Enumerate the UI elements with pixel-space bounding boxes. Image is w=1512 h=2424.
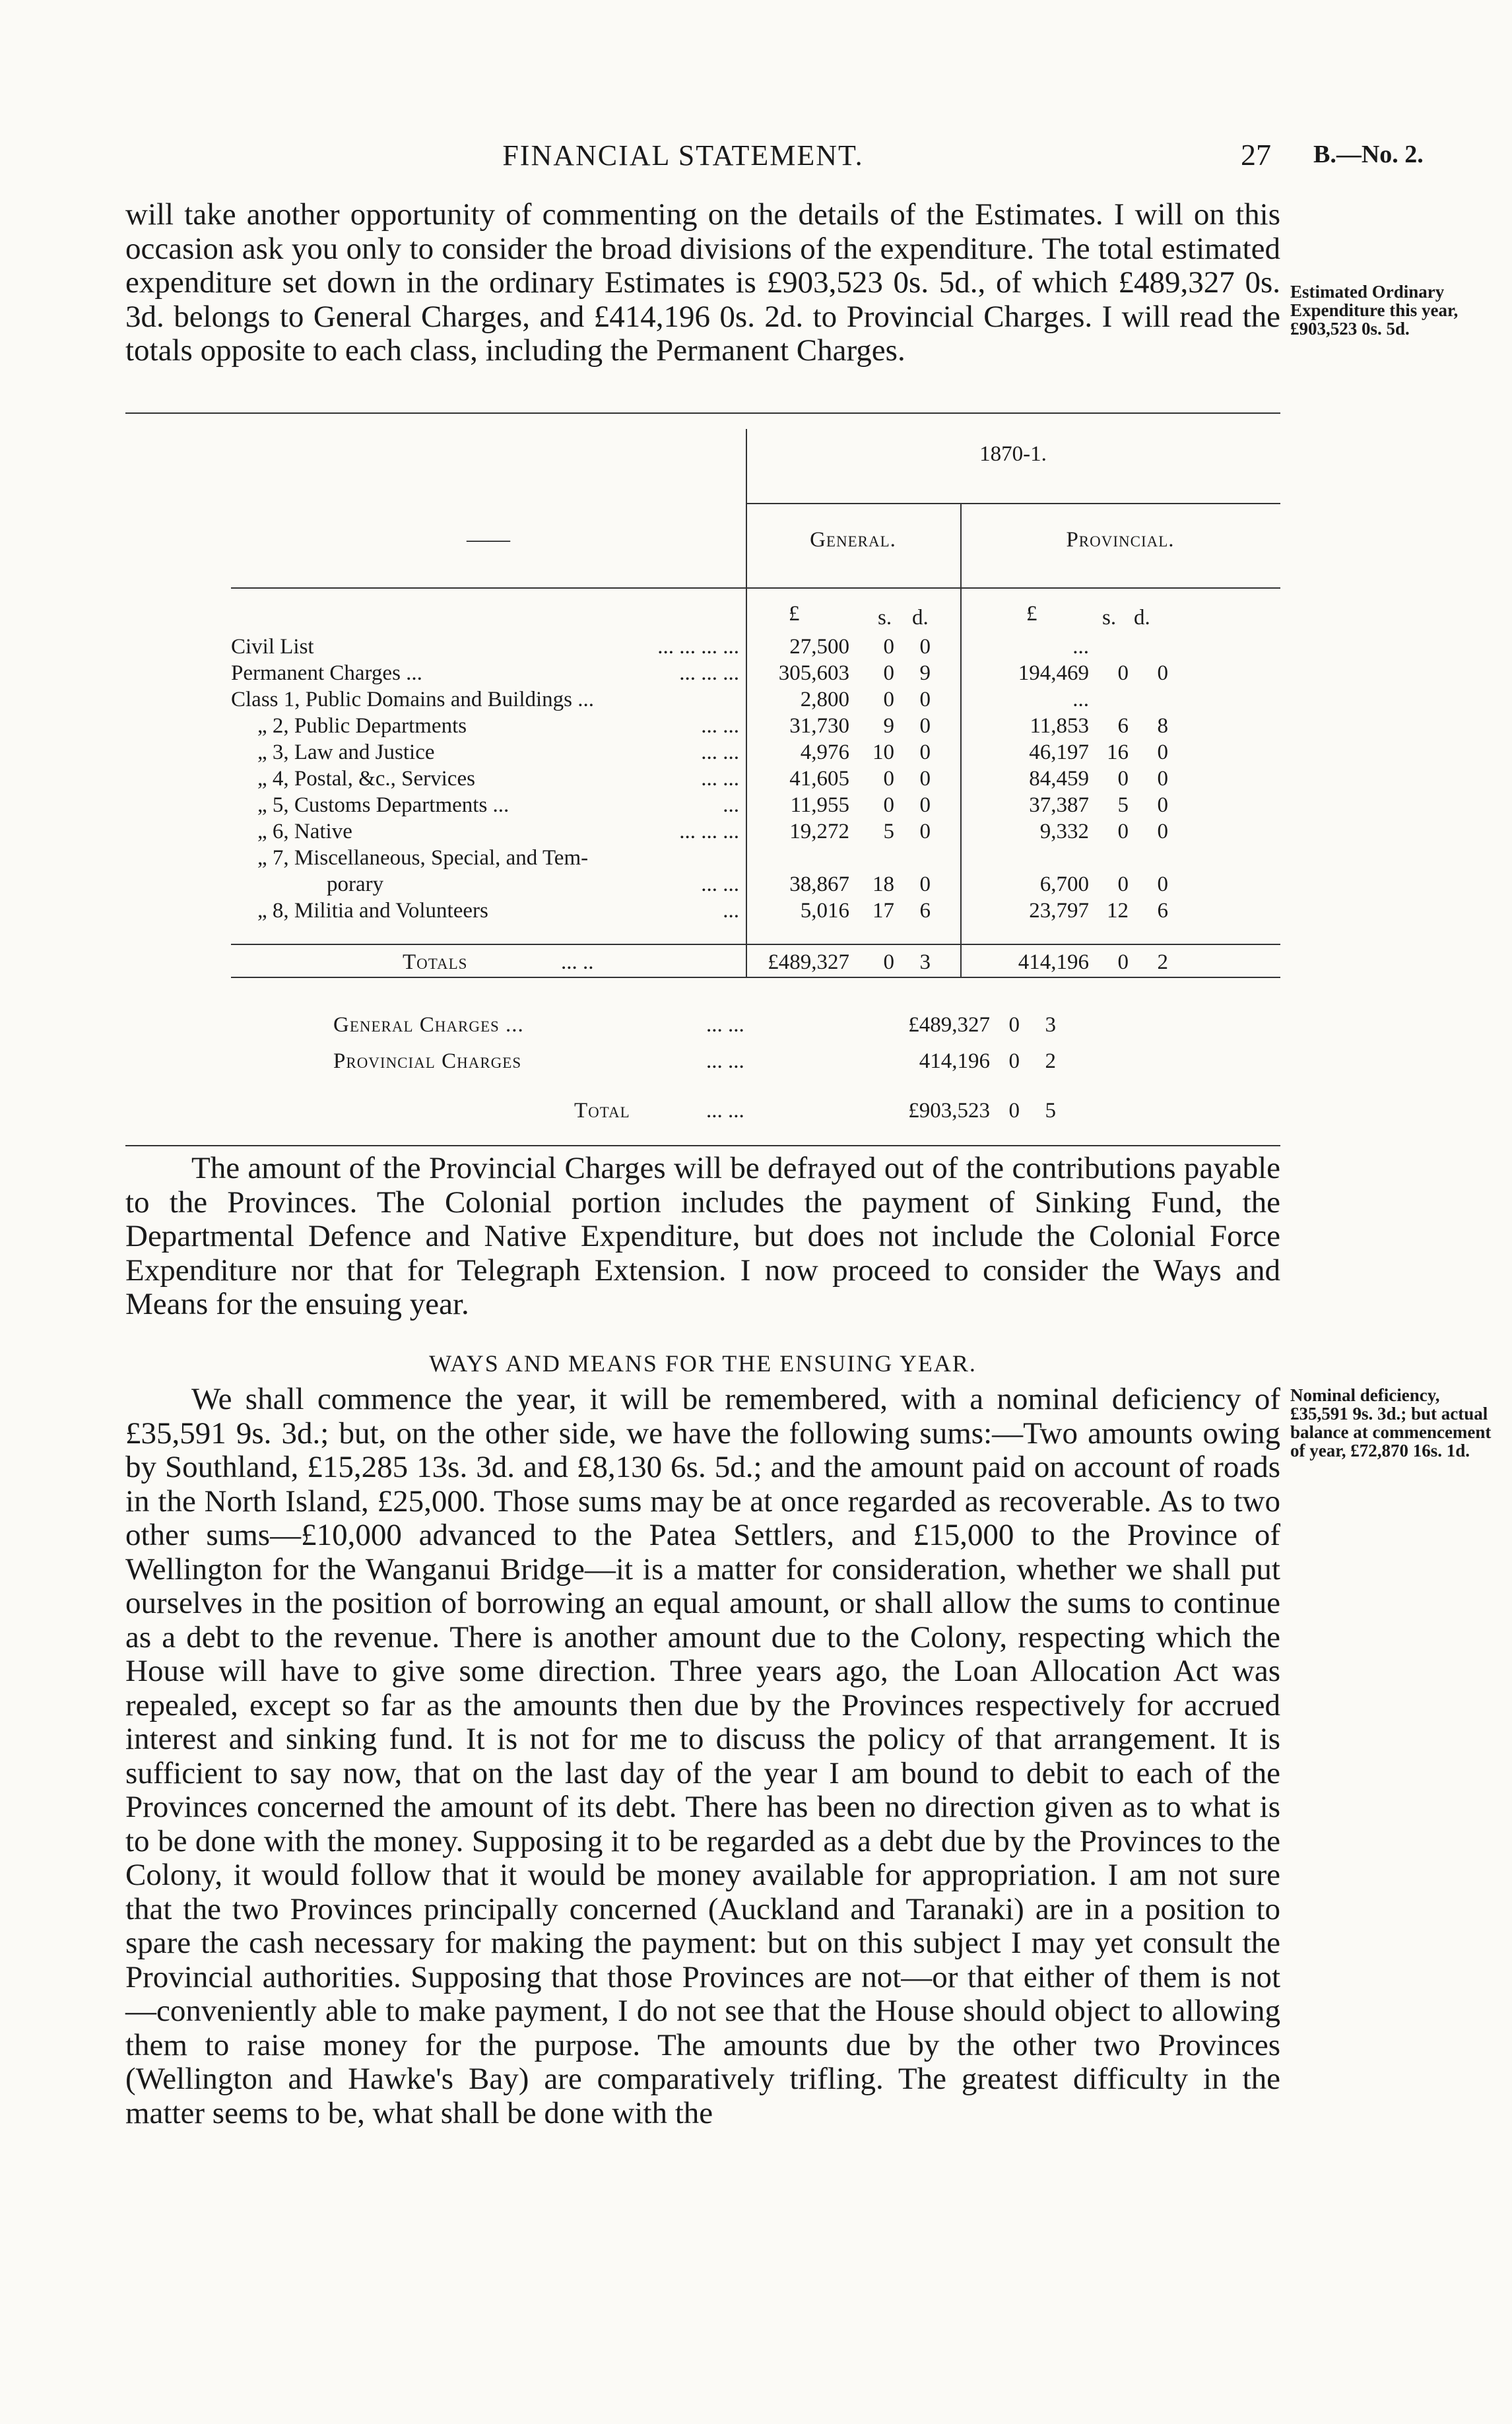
totals-label: Totals: [403, 950, 468, 974]
row-provincial-pounds: 46,197: [1029, 740, 1089, 764]
summary-general-label: General Charges ...: [333, 1013, 524, 1037]
row-label: Permanent Charges ...: [231, 661, 422, 685]
row-general-pence: 0: [919, 872, 931, 896]
row-general-pounds: 5,016: [800, 899, 849, 923]
row-general-pence: 0: [919, 688, 931, 711]
row-general-pounds: 305,603: [778, 661, 849, 685]
provincial-pence-unit: d.: [1134, 606, 1150, 630]
row-dots: ... ...: [701, 714, 739, 738]
summary-provincial-pence: 2: [1045, 1049, 1056, 1073]
margin-note-deficiency: Nominal deficiency, £35,591 9s. 3d.; but actual balance at commencement of year, £72,870 16s. 1d.: [1290, 1385, 1492, 1460]
table-dash: ——: [467, 528, 510, 552]
row-label: „ 5, Customs Departments ...: [257, 793, 509, 817]
row-label: Class 1, Public Domains and Buildings ...: [231, 688, 595, 711]
table-header-rule: [231, 587, 1280, 589]
ways-and-means-paragraph: We shall commence the year, it will be remembered, with a nominal deficiency of £35,591 9s. 3d.; but, on the other side, we have the following sums:—Two amounts owing by Southland, £15,285 13s. 3d. and £8,130 6s. 5d.; and the amount paid on account of roads in the North Island, £25,000. Those sums may be at once regarded as recoverable. As to two other sums—£10,000 advanced to the Patea Settlers, and £15,000 to the Province of Wellington for the Wanganui Bridge—it is a matter for consideration, whether we shall put ourselves in the position of borrowing an equal amount, or shall allow the sums to continue as a debt to the revenue. There is another amount due to the Colony, respecting which the House will have to give some direction. Three years ago, the Loan Allocation Act was repealed, except so far as the amounts then due by the Provinces respectively for accrued interest and sinking fund. It is not for me to discuss the policy of that arrangement. It is sufficient to say now, that on the last day of the year I am bound to debit to each of the Provinces concerned the amount of its debt. There has been no direction given as to what is to be done with the money. Supposing it to be regarded as a debt due by the Provinces to the Colony, it would follow that it would be money available for appropriation. I am not sure that the two Provinces principally concerned (Auckland and Taranaki) are in a position to spare the cash necessary for making the payment: but on this subject I may yet consult the Provincial authorities. Supposing that those Provinces are not—or that either of them is not—conveniently able to make payment, I do not see that the House should object to allowing them to raise money for the purpose. The amounts due by the other two Provinces (Wellington and Hawke's Bay) are comparatively trifling. The greatest difficulty in the matter seems to be, what shall be done with the: [125, 1382, 1280, 2130]
row-general-shillings: 9: [883, 714, 894, 738]
row-provincial-pence: 0: [1157, 793, 1168, 817]
row-label: „ 4, Postal, &c., Services: [257, 767, 475, 791]
summary-general-pence: 3: [1045, 1013, 1056, 1037]
row-dots: ... ...: [701, 872, 739, 896]
row-general-shillings: 5: [883, 820, 894, 843]
row-provincial-pence: 8: [1157, 714, 1168, 738]
row-provincial-pence: 0: [1157, 820, 1168, 843]
row-provincial-pounds: 9,332: [1039, 820, 1089, 843]
row-label: „ 8, Militia and Volunteers: [257, 899, 488, 923]
row-general-shillings: 0: [883, 635, 894, 659]
row-general-pounds: 4,976: [800, 740, 849, 764]
row-provincial-pounds: 11,853: [1030, 714, 1089, 738]
row-provincial-pence: 0: [1157, 872, 1168, 896]
row-dots: ... ... ...: [679, 820, 739, 843]
provincial-pound-unit: £: [1026, 602, 1037, 626]
summary-general-dots: ... ...: [706, 1013, 744, 1037]
summary-provincial-label: Provincial Charges: [333, 1049, 522, 1073]
row-general-pounds: 27,500: [789, 635, 849, 659]
row-label: „ 2, Public Departments: [257, 714, 467, 738]
general-pence-unit: d.: [912, 606, 929, 630]
paragraph-3-section: [125, 1383, 1280, 2130]
row-provincial-shillings: 0: [1117, 661, 1129, 685]
row-general-pounds: 41,605: [789, 767, 849, 791]
row-general-shillings: 0: [883, 688, 894, 711]
row-general-shillings: 0: [883, 661, 894, 685]
totals-provincial-pence: 2: [1157, 950, 1168, 974]
row-provincial-pence: 6: [1157, 899, 1168, 923]
summary-total-label: Total: [574, 1099, 630, 1123]
row-provincial-shillings: 12: [1107, 899, 1129, 923]
row-provincial-pence: 0: [1157, 740, 1168, 764]
row-general-shillings: 17: [872, 899, 894, 923]
totals-general-pounds: £489,327: [768, 950, 849, 974]
page-number: 27: [1241, 138, 1271, 172]
row-dots: ... ... ...: [679, 661, 739, 685]
summary-provincial-dots: ... ...: [706, 1049, 744, 1073]
summary-provincial-pounds: 414,196: [919, 1049, 990, 1073]
summary-general-pounds: £489,327: [908, 1013, 990, 1037]
row-general-pence: 0: [919, 635, 931, 659]
row-general-pence: 9: [919, 661, 931, 685]
row-dots: ... ...: [701, 740, 739, 764]
row-general-pounds: 2,800: [800, 688, 849, 711]
provincial-shilling-unit: s.: [1102, 606, 1117, 630]
row-dots: ... ...: [701, 767, 739, 791]
margin-note-expenditure: Estimated Ordinary Expenditure this year, £903,523 0s. 5d.: [1290, 282, 1459, 339]
summary-total-dots: ... ...: [706, 1099, 744, 1123]
totals-provincial-shillings: 0: [1117, 950, 1129, 974]
paragraph-2-section: [125, 1152, 1280, 1322]
totals-dots: ... ..: [561, 950, 594, 974]
row-provincial-pounds: ...: [1072, 635, 1089, 659]
general-shilling-unit: s.: [878, 606, 892, 630]
intro-paragraph: will take another opportunity of commenting on the details of the Estimates. I will on this occasion ask you only to consider the broad divisions of the expenditure. The total estimated expenditure set down in the ordinary Estimates is £903,523 0s. 5d., of which £489,327 0s. 3d. belongs to General Charges, and £414,196 0s. 2d. to Provincial Charges. I will read the totals opposite to each class, including the Permanent Charges.: [125, 197, 1280, 368]
expenditure-table: [0, 0, 1512, 1155]
row-provincial-shillings: 16: [1107, 740, 1129, 764]
row-provincial-pounds: 37,387: [1029, 793, 1089, 817]
general-column-header: General.: [810, 528, 896, 552]
row-general-pounds: 31,730: [789, 714, 849, 738]
row-label: Civil List: [231, 635, 314, 659]
row-general-pence: 0: [919, 740, 931, 764]
row-provincial-pounds: 84,459: [1029, 767, 1089, 791]
provincial-charges-paragraph: The amount of the Provincial Charges will be defrayed out of the contributions payable to the Provinces. The Colonial portion includes the payment of Sinking Fund, the Departmental Defence and Native Expenditure, but does not include the Colonial Force Expenditure nor that for Telegraph Extension. I now proceed to consider the Ways and Means for the ensuing year.: [125, 1151, 1280, 1321]
row-provincial-pounds: 23,797: [1029, 899, 1089, 923]
row-general-pounds: 11,955: [790, 793, 849, 817]
summary-general-shillings: 0: [1008, 1013, 1020, 1037]
summary-total-pence: 5: [1045, 1099, 1056, 1123]
row-provincial-pence: 0: [1157, 767, 1168, 791]
table-totals-rule: [231, 944, 1280, 945]
table-year-rule: [746, 503, 1280, 504]
row-general-shillings: 0: [883, 793, 894, 817]
row-provincial-pounds: ...: [1072, 688, 1089, 711]
row-general-shillings: 0: [883, 767, 894, 791]
document-reference: B.—No. 2.: [1313, 141, 1424, 168]
row-label: „ 7, Miscellaneous, Special, and Tem-: [257, 846, 589, 870]
row-dots: ... ... ... ...: [657, 635, 739, 659]
summary-provincial-shillings: 0: [1008, 1049, 1020, 1073]
row-general-pence: 0: [919, 767, 931, 791]
provincial-column-header: Provincial.: [1066, 528, 1175, 552]
row-provincial-shillings: 0: [1117, 872, 1129, 896]
running-title: FINANCIAL STATEMENT.: [502, 139, 864, 172]
row-dots: ...: [723, 899, 739, 923]
row-general-pence: 0: [919, 714, 931, 738]
totals-general-shillings: 0: [883, 950, 894, 974]
row-provincial-shillings: 0: [1117, 820, 1129, 843]
row-general-pence: 0: [919, 820, 931, 843]
ways-and-means-heading: WAYS AND MEANS FOR THE ENSUING YEAR.: [429, 1350, 977, 1377]
row-provincial-pounds: 6,700: [1039, 872, 1089, 896]
table-year: 1870-1.: [979, 442, 1047, 466]
row-general-pence: 0: [919, 793, 931, 817]
row-general-pounds: 38,867: [789, 872, 849, 896]
summary-total-pounds: £903,523: [908, 1099, 990, 1123]
summary-total-shillings: 0: [1008, 1099, 1020, 1123]
table-bottom-rule: [231, 977, 1280, 978]
totals-general-pence: 3: [919, 950, 931, 974]
row-provincial-shillings: 0: [1117, 767, 1129, 791]
table-divider-mid: [960, 503, 962, 977]
row-provincial-pounds: 194,469: [1018, 661, 1089, 685]
row-label: „ 6, Native: [257, 820, 352, 843]
row-dots: ...: [723, 793, 739, 817]
row-provincial-shillings: 5: [1117, 793, 1129, 817]
row-provincial-pence: 0: [1157, 661, 1168, 685]
row-general-shillings: 18: [872, 872, 894, 896]
totals-provincial-pounds: 414,196: [1018, 950, 1089, 974]
row-label: „ 3, Law and Justice: [257, 740, 435, 764]
row-general-shillings: 10: [872, 740, 894, 764]
section-rule: [125, 1145, 1280, 1146]
row-general-pence: 6: [919, 899, 931, 923]
row-general-pounds: 19,272: [789, 820, 849, 843]
row-provincial-shillings: 6: [1117, 714, 1129, 738]
row-label: porary: [327, 872, 384, 896]
general-pound-unit: £: [789, 602, 800, 626]
